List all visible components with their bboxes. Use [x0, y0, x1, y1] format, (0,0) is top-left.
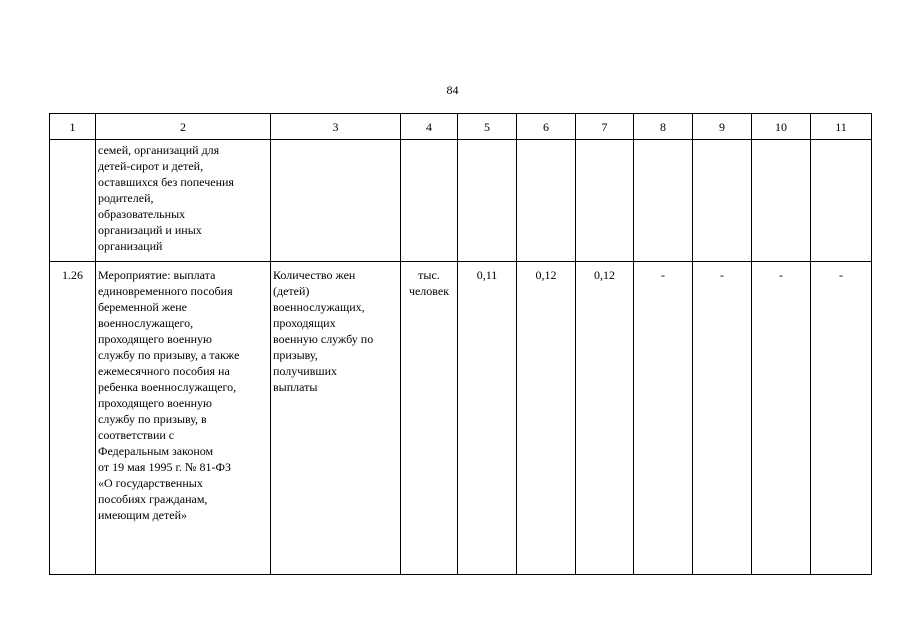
value-text: 0,12 [594, 268, 615, 282]
column-header: 10 [752, 114, 811, 140]
value-cell [811, 262, 872, 575]
item-number: 1.26 [62, 268, 83, 282]
value-cell [634, 262, 693, 575]
column-header: 8 [634, 114, 693, 140]
empty-cell [458, 140, 517, 262]
page-number: 84 [446, 83, 459, 97]
empty-cell [271, 140, 401, 262]
data-table [49, 113, 872, 575]
value-cell [458, 262, 517, 575]
description-text: Мероприятие: выплата единовременного пособия беременной жене военнослужащего, проходящего военную службу по призыву, а также ежемесячного пособия на ребенка военнослужащего, проходящего военную службу по призыву, в соответствии с Федеральным законом от 19 мая 1995 г. № 81-ФЗ «О государственных пособиях гражданам, имеющим детей» [98, 268, 240, 522]
empty-cell [693, 140, 752, 262]
column-header: 11 [811, 114, 872, 140]
column-header: 7 [576, 114, 634, 140]
column-header: 4 [401, 114, 458, 140]
indicator-cell [271, 262, 401, 575]
value-text: 0,11 [476, 268, 498, 282]
empty-cell [634, 140, 693, 262]
unit-cell [401, 262, 458, 575]
column-header: 1 [50, 114, 96, 140]
value-cell [576, 262, 634, 575]
indicator-text: Количество жен (детей) военнослужащих, проходящих военную службу по призыву, получивших выплаты [273, 268, 374, 394]
continued-description-cell [96, 140, 271, 262]
column-header: 3 [271, 114, 401, 140]
value-text: - [779, 268, 783, 282]
table-header-row [50, 114, 872, 140]
table-row-continuation [50, 140, 872, 262]
unit-text: тыс. человек [408, 268, 450, 298]
value-text: - [839, 268, 843, 282]
value-text: 0,12 [535, 268, 557, 282]
column-header: 9 [693, 114, 752, 140]
continued-description-text: семей, организаций для детей-сирот и детей, оставшихся без попечения родителей, образовательных организаций и иных организаций [98, 143, 234, 253]
column-header: 2 [96, 114, 271, 140]
empty-cell [401, 140, 458, 262]
empty-cell [752, 140, 811, 262]
value-cell [752, 262, 811, 575]
empty-cell [576, 140, 634, 262]
column-header: 5 [458, 114, 517, 140]
item-number-cell [50, 262, 96, 575]
table-row [50, 262, 872, 575]
value-text: - [720, 268, 724, 282]
value-text: - [661, 268, 665, 282]
column-header: 6 [517, 114, 576, 140]
description-cell [96, 262, 271, 575]
empty-cell [517, 140, 576, 262]
empty-cell [50, 140, 96, 262]
value-cell [693, 262, 752, 575]
empty-cell [811, 140, 872, 262]
value-cell [517, 262, 576, 575]
